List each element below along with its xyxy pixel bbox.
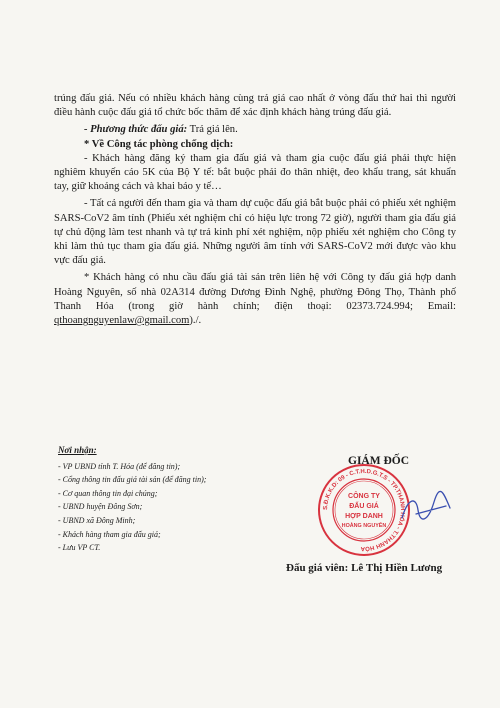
contact-text: * Khách hàng có nhu cầu đấu giá tài sản trên liên hệ với Công ty đấu giá hợp danh Hoàng Nguyên, số nhà 02A314 đường Dương Đình Nghệ, phường Đông Thọ, Thành phố Thanh Hóa (trong giờ hành chính; điện thoại: 02373.724.994; Email: (54, 272, 456, 312)
seal-line-4: HOÀNG NGUYÊN (341, 523, 387, 529)
recipients-title: Nơi nhận: (58, 445, 97, 455)
director-title: GIÁM ĐỐC (348, 455, 410, 467)
auction-method-label: - Phương thức đấu giá: (84, 124, 188, 136)
recipient-item: - VP UBND tỉnh T. Hóa (để đăng tin); (58, 461, 181, 471)
recipients-block (58, 444, 258, 555)
paragraph-covid-test: - Tất cả người đến tham gia và tham dự cuộc đấu giá bắt buộc phải có phiếu xét nghiệm SARS-CoV2 âm tính (Phiếu xét nghiệm chỉ có hiệu lực trong 72 giờ), người tham gia đấu giá tự chủ động làm test nhanh và tự trả kinh phí xét nghiệm, nộp phiếu xét nghiệm cho Công ty khi làm thủ tục tham gia đấu giá. Những người âm tính với SARS-CoV2 mới được vào khu vực đấu giá. (54, 198, 456, 267)
seal-line-3: HỢP DANH (345, 513, 383, 520)
seal-ring-text: S.Đ.K.K.D: 09 - C.T.H.D.G.T.S - TP.THANH HÓA - T.THANH HÓA (322, 468, 406, 552)
recipient-item: - Cổng thông tin đấu giá tài sản (để đăng tin); (58, 475, 207, 485)
contact-email-link[interactable]: qthoangnguyenlaw@gmail.com (54, 315, 190, 327)
paragraph-winner-note: trúng đấu giá. Nếu có nhiều khách hàng cùng trả giá cao nhất ở vòng đấu thứ hai thì người điều hành cuộc đấu giá tổ chức bốc thăm để xác định khách hàng trúng đấu giá. (54, 93, 456, 119)
recipient-item: - Khách hàng tham gia đấu giá; (58, 529, 161, 539)
section-heading-epidemic: * Về Công tác phòng chống dịch: (84, 138, 234, 150)
auction-method-value: Trả giá lên. (187, 124, 238, 136)
document-body (54, 92, 456, 328)
auctioneer-name: Đấu giá viên: Lê Thị Hiền Lương (286, 562, 443, 574)
paragraph-5k-requirement: - Khách hàng đăng ký tham gia đấu giá và tham gia cuộc đấu giá phải thực hiện nghiêm khuyến cáo 5K của Bộ Y tế: bắt buộc phải đo thân nhiệt, đeo khẩu trang, sát khuẩn tay, giữ khoảng cách và khai báo y tế… (54, 152, 456, 193)
signature-icon (398, 488, 458, 528)
seal-line-1: CÔNG TY (348, 493, 380, 500)
recipient-item: - Lưu VP CT. (58, 543, 101, 553)
paragraph-contact (54, 271, 456, 328)
seal-line-2: ĐẤU GIÁ (349, 503, 379, 510)
contact-end: )./. (189, 315, 202, 327)
recipient-item: - UBND xã Đông Minh; (58, 515, 136, 525)
recipient-item: - Cơ quan thông tin đại chúng; (58, 488, 158, 498)
recipient-item: - UBND huyện Đông Sơn; (58, 502, 143, 512)
paragraph-auction-method (54, 123, 456, 137)
